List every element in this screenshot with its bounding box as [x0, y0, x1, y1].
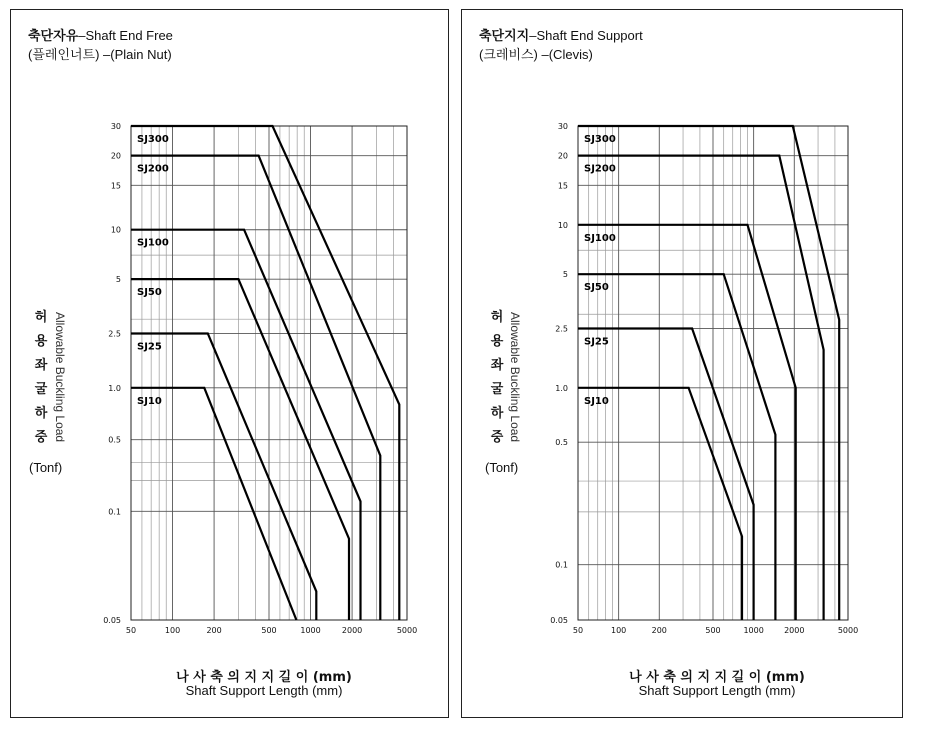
y-label-char: 중 [34, 430, 48, 445]
x-tick-label: 100 [164, 626, 181, 635]
x-tick-label: 200 [651, 626, 667, 635]
x-tick-label: 1000 [743, 626, 764, 635]
y-axis-unit: (Tonf) [29, 460, 63, 475]
y-tick-label: 10 [557, 220, 568, 230]
y-tick-label: 0.5 [108, 435, 121, 445]
y-tick-label: 0.5 [555, 438, 568, 448]
y-label-char: 중 [490, 430, 504, 445]
y-tick-label: 0.1 [555, 560, 568, 570]
y-label-char: 좌 [490, 358, 504, 373]
y-tick-label: 0.05 [550, 616, 568, 625]
y-label-char: 하 [34, 406, 48, 421]
series-label-sj300: SJ300 [137, 134, 169, 145]
series-label-sj25: SJ25 [584, 336, 609, 348]
series-line-sj25 [131, 334, 316, 621]
x-tick-label: 200 [206, 626, 222, 635]
y-label-char: 허 [34, 310, 48, 325]
series-label-sj300: SJ300 [584, 134, 616, 145]
x-axis-label-korean: 나 사 축 의 지 지 길 이 (mm) [629, 670, 805, 685]
y-label-char: 굴 [490, 382, 504, 397]
series-label-sj50: SJ50 [584, 282, 609, 294]
y-tick-label: 5 [115, 275, 121, 285]
series-label-sj100: SJ100 [584, 232, 616, 244]
x-tick-label: 500 [261, 626, 277, 635]
series-label-sj25: SJ25 [137, 341, 162, 353]
x-tick-label: 2000 [784, 626, 805, 635]
series-line-sj50 [131, 279, 349, 620]
x-tick-label: 2000 [341, 626, 363, 635]
series-label-sj10: SJ10 [584, 395, 609, 407]
series-line-sj100 [578, 225, 796, 620]
y-tick-label: 30 [110, 122, 121, 131]
y-axis-label-english: Allowable Buckling Load [53, 312, 67, 443]
series-label-sj200: SJ200 [137, 163, 169, 175]
y-tick-label: 0.05 [103, 616, 121, 625]
title-english: –Shaft End Free [78, 28, 173, 43]
y-tick-label: 1.0 [555, 383, 568, 393]
chart-subtitle: (플레인너트) –(Plain Nut) [28, 47, 172, 62]
x-tick-label: 50 [572, 626, 584, 635]
y-tick-label: 0.1 [108, 507, 121, 517]
series-label-sj200: SJ200 [584, 163, 616, 175]
y-axis-unit: (Tonf) [485, 460, 519, 475]
x-tick-label: 500 [705, 626, 721, 635]
x-axis-label-korean: 나 사 축 의 지 지 길 이 (mm) [176, 670, 352, 685]
title-korean: 축단지지 [479, 29, 530, 44]
x-tick-label: 100 [610, 626, 627, 635]
x-tick-label: 50 [125, 626, 137, 635]
y-tick-label: 5 [562, 270, 568, 280]
x-axis-label-english: Shaft Support Length (mm) [185, 683, 343, 698]
title-english: –Shaft End Support [529, 28, 643, 43]
y-label-char: 하 [490, 406, 504, 421]
y-tick-label: 2.5 [555, 324, 568, 334]
y-label-char: 용 [34, 334, 48, 349]
x-tick-label: 5000 [396, 626, 418, 635]
y-tick-label: 15 [110, 181, 121, 191]
title-korean: 축단자유 [28, 29, 79, 44]
y-tick-label: 10 [110, 225, 121, 235]
y-label-char: 좌 [34, 358, 48, 373]
y-label-char: 굴 [34, 382, 48, 397]
y-tick-label: 30 [557, 122, 568, 131]
series-label-sj10: SJ10 [137, 395, 162, 407]
y-axis-label-english: Allowable Buckling Load [508, 312, 522, 443]
y-tick-label: 15 [557, 181, 568, 191]
x-tick-label: 1000 [300, 626, 321, 635]
series-line-sj25 [578, 329, 754, 621]
series-line-sj300 [131, 126, 399, 620]
chart-subtitle: (크레비스) –(Clevis) [479, 47, 593, 62]
series-line-sj10 [578, 388, 742, 620]
series-label-sj100: SJ100 [137, 237, 169, 249]
y-tick-label: 20 [110, 151, 121, 161]
y-tick-label: 20 [557, 151, 568, 161]
y-label-char: 허 [490, 310, 504, 325]
y-tick-label: 2.5 [108, 329, 121, 339]
y-tick-label: 1.0 [108, 383, 121, 393]
series-label-sj50: SJ50 [137, 287, 162, 299]
x-tick-label: 5000 [837, 626, 859, 635]
y-label-char: 용 [490, 334, 504, 349]
series-line-sj50 [578, 274, 775, 620]
x-axis-label-english: Shaft Support Length (mm) [638, 683, 796, 698]
